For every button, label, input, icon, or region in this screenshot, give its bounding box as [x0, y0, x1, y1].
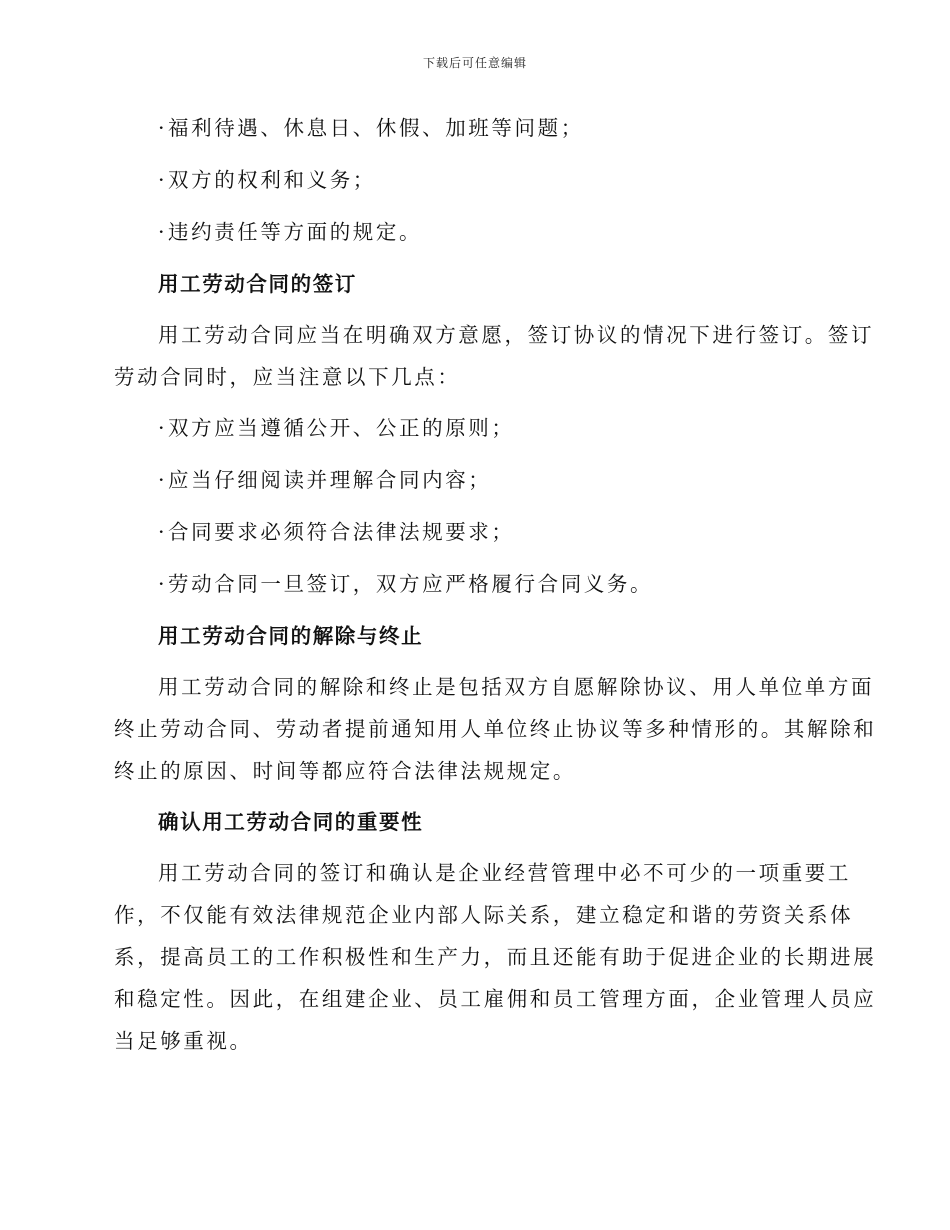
section-heading-terminate: 用工劳动合同的解除与终止	[158, 624, 424, 648]
section-heading-sign: 用工劳动合同的签订	[158, 272, 357, 296]
paragraph-line: 用工劳动合同应当在明确双方意愿，签订协议的情况下进行签订。签订	[158, 323, 875, 347]
list-item-text: 应当仔细阅读并理解合同内容；	[168, 468, 492, 492]
list-item	[114, 210, 834, 254]
paragraph-line: 劳动合同时，应当注意以下几点：	[114, 365, 461, 389]
document-content	[114, 106, 877, 1070]
list-item-text: 福利待遇、休息日、休假、加班等问题；	[168, 116, 584, 140]
bullet-marker: ·	[158, 572, 168, 596]
bullet-marker: ·	[158, 116, 168, 140]
list-item	[114, 458, 834, 502]
paragraph-line: 用工劳动合同的解除和终止是包括双方自愿解除协议、用人单位单方面	[158, 675, 875, 699]
list-item-text: 合同要求必须符合法律法规要求；	[168, 520, 515, 544]
list-item-text: 劳动合同一旦签订，双方应严格履行合同义务。	[168, 572, 654, 596]
paragraph-line: 作，不仅能有效法律规范企业内部人际关系，建立稳定和谐的劳资关系体	[114, 903, 854, 927]
list-item	[114, 106, 834, 150]
bullet-marker: ·	[158, 220, 168, 244]
paragraph-line: 用工劳动合同的签订和确认是企业经营管理中必不可少的一项重要工	[158, 861, 851, 885]
bullet-marker: ·	[158, 416, 168, 440]
list-item-text: 双方应当遵循公开、公正的原则；	[168, 416, 515, 440]
list-item	[114, 510, 834, 554]
list-item-text: 双方的权利和义务；	[168, 168, 376, 192]
bullet-marker: ·	[158, 168, 168, 192]
list-item	[114, 406, 834, 450]
paragraph-sign	[114, 314, 875, 398]
list-item	[114, 562, 834, 606]
header-note: 下载后可任意编辑	[422, 56, 527, 70]
section-heading-importance: 确认用工劳动合同的重要性	[158, 810, 424, 834]
bullet-marker: ·	[158, 520, 168, 544]
paragraph-importance	[114, 852, 877, 1062]
list-item	[114, 158, 834, 202]
paragraph-line: 系，提高员工的工作积极性和生产力，而且还能有助于促进企业的长期进展	[114, 945, 877, 969]
paragraph-line: 终止劳动合同、劳动者提前通知用人单位终止协议等多种情形的。其解除和	[114, 717, 877, 741]
paragraph-line: 和稳定性。因此，在组建企业、员工雇佣和员工管理方面，企业管理人员应	[114, 987, 877, 1011]
paragraph-line: 终止的原因、时间等都应符合法律法规规定。	[114, 759, 576, 783]
list-item-text: 违约责任等方面的规定。	[168, 220, 423, 244]
bullet-marker: ·	[158, 468, 168, 492]
paragraph-line: 当足够重视。	[114, 1029, 253, 1053]
paragraph-terminate	[114, 666, 877, 792]
